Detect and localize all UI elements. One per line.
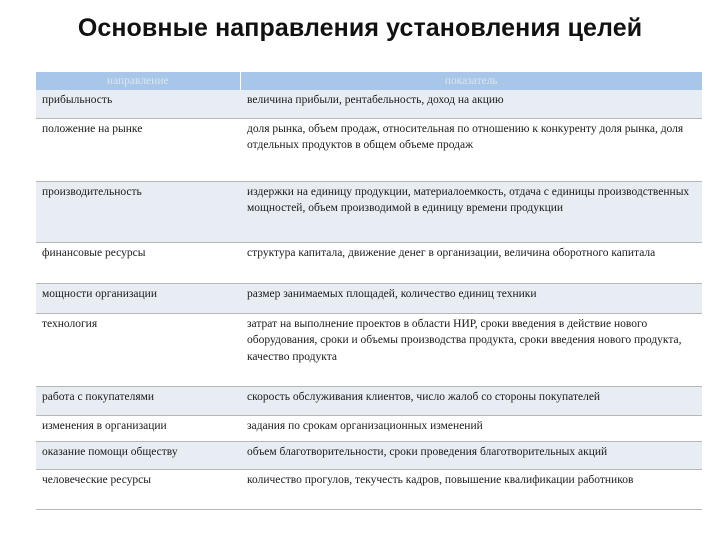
table-row bbox=[36, 118, 702, 181]
table-body bbox=[36, 90, 702, 509]
table-row bbox=[36, 283, 702, 313]
indicator-cell: размер занимаемых площадей, количество единиц техники bbox=[240, 283, 702, 313]
direction-cell: работа с покупателями bbox=[36, 386, 240, 415]
indicator-cell: скорость обслуживания клиентов, число жалоб со стороны покупателей bbox=[240, 386, 702, 415]
indicator-cell: структура капитала, движение денег в организации, величина оборотного капитала bbox=[240, 242, 702, 283]
direction-cell: финансовые ресурсы bbox=[36, 242, 240, 283]
page-title: Основные направления установления целей bbox=[77, 14, 643, 42]
direction-cell: прибыльность bbox=[36, 90, 240, 118]
direction-cell: технология bbox=[36, 313, 240, 386]
direction-cell: положение на рынке bbox=[36, 118, 240, 181]
table-row bbox=[36, 469, 702, 509]
table-row bbox=[36, 313, 702, 386]
indicator-cell: доля рынка, объем продаж, относительная по отношению к конкуренту доля рынка, доля отдельных продуктов в общем объеме продаж bbox=[240, 118, 702, 181]
table-row bbox=[36, 181, 702, 242]
table-row bbox=[36, 242, 702, 283]
direction-cell: человеческие ресурсы bbox=[36, 469, 240, 509]
indicator-cell: задания по срокам организационных изменений bbox=[240, 415, 702, 441]
goals-table bbox=[36, 72, 702, 510]
header-row bbox=[36, 72, 702, 90]
table-row bbox=[36, 415, 702, 441]
direction-cell: оказание помощи обществу bbox=[36, 441, 240, 469]
direction-cell: мощности организации bbox=[36, 283, 240, 313]
header-direction: направление bbox=[36, 72, 240, 90]
indicator-cell: издержки на единицу продукции, материалоемкость, отдача с единицы производственных мощностей, объем производимой в единицу времени продукции bbox=[240, 181, 702, 242]
indicator-cell: величина прибыли, рентабельность, доход на акцию bbox=[240, 90, 702, 118]
direction-cell: изменения в организации bbox=[36, 415, 240, 441]
header-indicator: показатель bbox=[240, 72, 702, 90]
direction-cell: производительность bbox=[36, 181, 240, 242]
indicator-cell: затрат на выполнение проектов в области НИР, сроки введения в действие нового оборудования, сроки и объемы производства продукта, сроки введения нового продукта, качество продукта bbox=[240, 313, 702, 386]
indicator-cell: количество прогулов, текучесть кадров, повышение квалификации работников bbox=[240, 469, 702, 509]
table-row bbox=[36, 441, 702, 469]
indicator-cell: объем благотворительности, сроки проведения благотворительных акций bbox=[240, 441, 702, 469]
table-row bbox=[36, 90, 702, 118]
table-row bbox=[36, 386, 702, 415]
table-header bbox=[36, 72, 702, 90]
